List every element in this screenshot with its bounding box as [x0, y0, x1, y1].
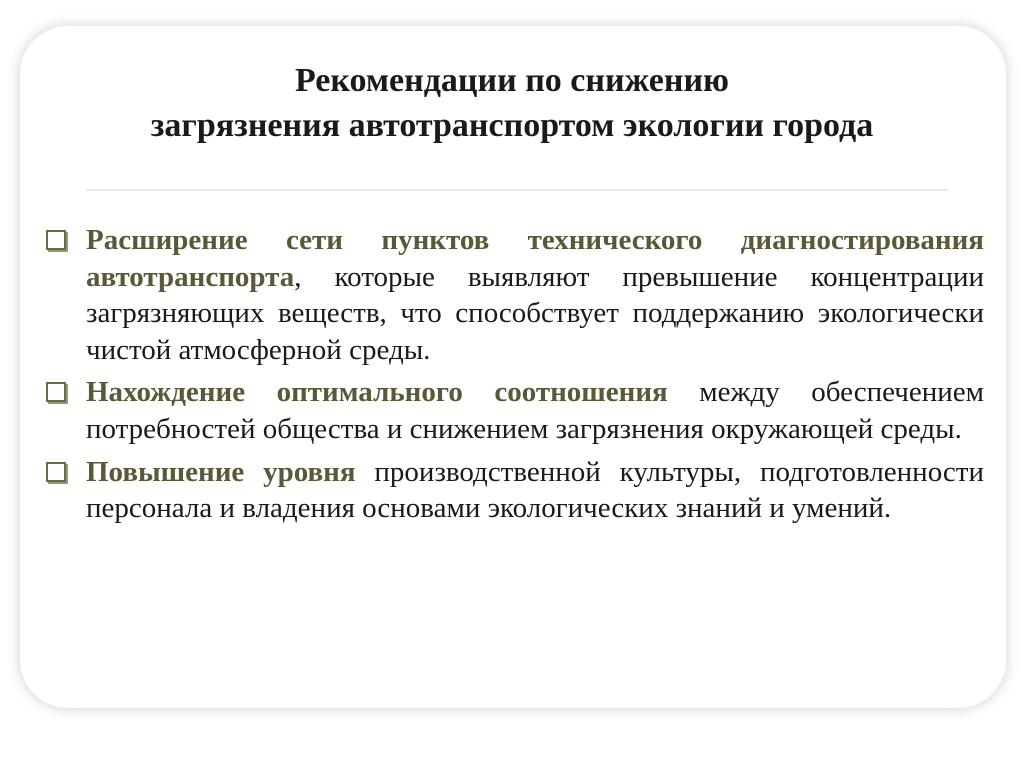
item-text: между обеспечением потребностей общества и снижением загрязнения окружающей среды.: [86, 376, 984, 445]
list-item: [86, 222, 984, 368]
item-highlight: Повышение уровня: [86, 455, 356, 488]
slide-title: [40, 58, 984, 148]
checkbox-square-icon: [46, 230, 66, 250]
title-divider: [86, 189, 948, 191]
title-line-1: Рекомендации по снижению: [294, 62, 730, 99]
item-text: , которые выявляют превышение концентрации загрязняющих веществ, что способствует поддержанию экологически чистой атмосферной среды.: [86, 260, 984, 366]
title-line-2: загрязнения автотранспортом экологии города: [150, 107, 874, 144]
item-highlight: Расширение сети пунктов технического диагностирования автотранспорта: [86, 224, 984, 293]
checkbox-square-icon: [46, 382, 66, 402]
item-highlight: Нахождение оптимального соотношения: [86, 376, 668, 409]
checkbox-square-icon: [46, 462, 66, 482]
list-item: [86, 374, 984, 447]
item-text: производственной культуры, подготовленности персонала и владения основами экологических знаний и умений.: [86, 455, 984, 525]
list-item: [86, 454, 984, 527]
recommendations-list: [86, 222, 984, 533]
